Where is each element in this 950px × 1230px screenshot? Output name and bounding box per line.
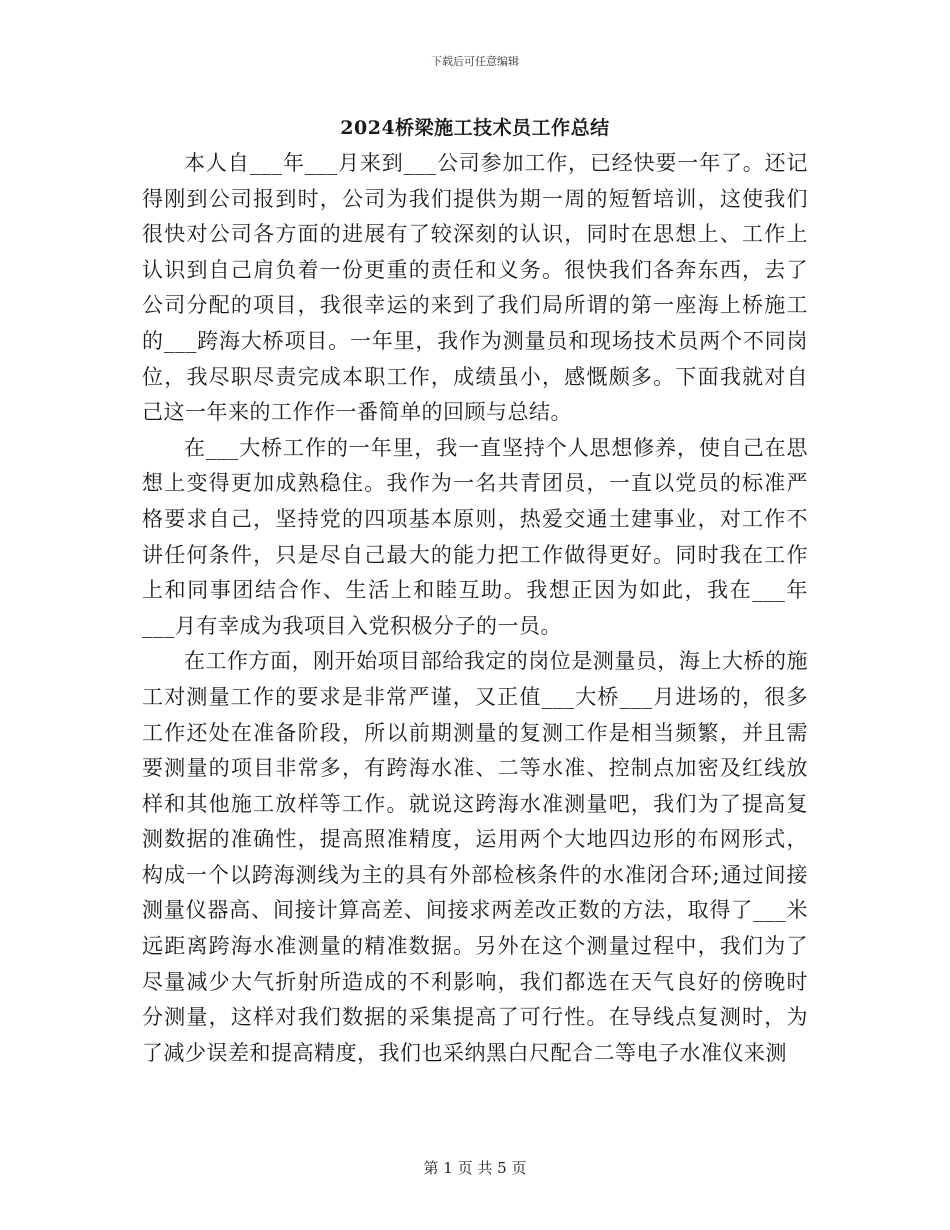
header-note: 下载后可任意编辑 xyxy=(431,55,519,68)
document-body xyxy=(142,146,808,1071)
paragraph-2: 在___大桥工作的一年里，我一直坚持个人思想修养，使自己在思想上变得更加成熟稳住。我作为一名共青团员，一直以党员的标准严格要求自己，坚持党的四项基本原则，热爱交通土建事业，对工作不讲任何条件，只是尽自己最大的能力把工作做得更好。同时我在工作上和同事团结合作、生活上和睦互助。我想正因为如此，我在___年___月有幸成为我项目入党积极分子的一员。 xyxy=(142,435,808,638)
document-title: 2024桥梁施工技术员工作总结 xyxy=(340,117,610,139)
paragraph-3: 在工作方面，刚开始项目部给我定的岗位是测量员，海上大桥的施工对测量工作的要求是非常严谨，又正值___大桥___月进场的，很多工作还处在准备阶段，所以前期测量的复测工作是相当频繁，并且需要测量的项目非常多，有跨海水准、二等水准、控制点加密及红线放样和其他施工放样等工作。就说这跨海水准测量吧，我们为了提高复测数据的准确性，提高照准精度，运用两个大地四边形的布网形式，构成一个以跨海测线为主的具有外部检核条件的水准闭合环;通过间接测量仪器高、间接计算高差、间接求两差改正数的方法，取得了___米远距离跨海水准测量的精准数据。另外在这个测量过程中，我们为了尽量减少大气折射所造成的不利影响，我们都选在天气良好的傍晚时分测量，这样对我们数据的采集提高了可行性。在导线点复测时，为了减少误差和提高精度，我们也采纳黑白尺配合二等电子水准仪来测 xyxy=(142,649,808,1065)
paragraph-1: 本人自___年___月来到___公司参加工作，已经快要一年了。还记得刚到公司报到时，公司为我们提供为期一周的短暂培训，这使我们很快对公司各方面的进展有了较深刻的认识，同时在思想上、工作上认识到自己肩负着一份更重的责任和义务。很快我们各奔东西，去了公司分配的项目，我很幸运的来到了我们局所谓的第一座海上桥施工的___跨海大桥项目。一年里，我作为测量员和现场技术员两个不同岗位，我尽职尽责完成本职工作，成绩虽小，感慨颇多。下面我就对自己这一年来的工作作一番简单的回顾与总结。 xyxy=(142,151,808,425)
page-number: 第 1 页 共 5 页 xyxy=(423,1159,527,1177)
